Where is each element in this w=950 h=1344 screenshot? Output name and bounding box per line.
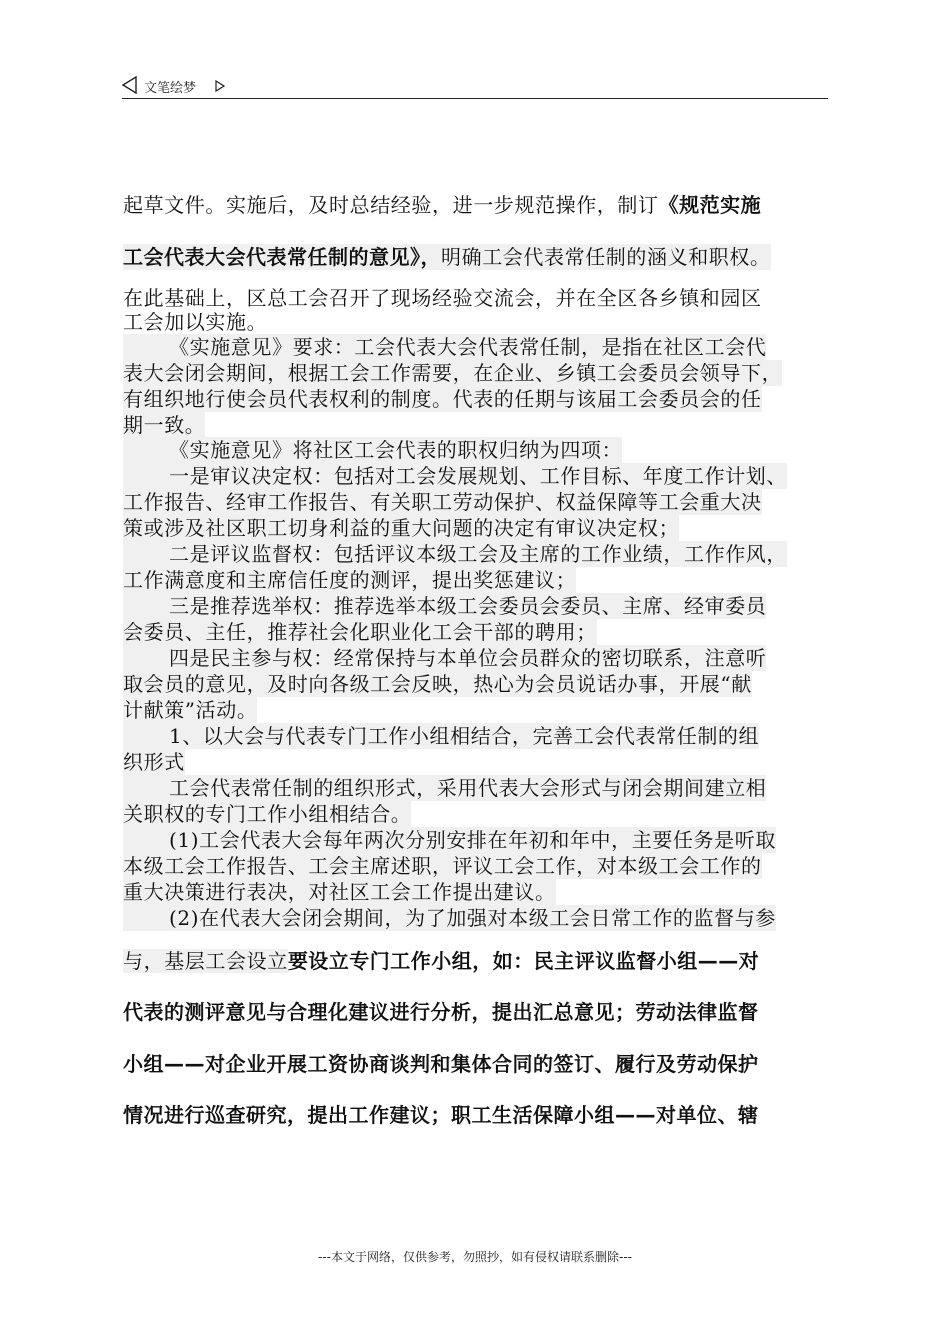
triangle-left-icon bbox=[122, 76, 138, 98]
text-line: 策或涉及社区职工切身利益的重大问题的决定有审议决定权； bbox=[123, 516, 680, 540]
text-line: 在此基础上，区总工会召开了现场经验交流会，并在全区各乡镇和园区 bbox=[123, 286, 762, 310]
text-span: 与，基层工会设立 bbox=[123, 949, 288, 973]
triangle-right-icon bbox=[215, 77, 225, 96]
text-line: 重大决策进行表决，对社区工会工作提出建议。 bbox=[123, 880, 556, 904]
text-line: 《实施意见》要求：工会代表大会代表常任制，是指在社区工会代 bbox=[123, 334, 766, 360]
text-line: 会委员、主任，推荐社会化职业化工会干部的聘用； bbox=[123, 620, 597, 644]
text-line: 情况进行巡查研究，提出工作建议；职工生活保障小组——对单位、辖 bbox=[123, 1103, 759, 1127]
header-brand: 文笔绘梦 bbox=[144, 81, 197, 96]
text-line: 工会加以实施。 bbox=[123, 310, 268, 334]
text-span: 起草文件。实施后，及时总结经验，进一步规范操作，制订 bbox=[123, 193, 659, 217]
text-line bbox=[123, 948, 759, 974]
text-line: 一是审议决定权：包括对工会发展规划、工作目标、年度工作计划、 bbox=[123, 463, 787, 489]
text-line bbox=[123, 192, 761, 218]
text-line: 代表的测评意见与合理化建议进行分析，提出汇总意见；劳动法律监督 bbox=[123, 1000, 759, 1024]
text-line: 工作报告、经审工作报告、有关职工劳动保护、权益保障等工会重大决 bbox=[123, 490, 762, 514]
text-line: 《实施意见》将社区工会代表的职权归纳为四项： bbox=[123, 437, 622, 463]
page-header bbox=[122, 74, 828, 99]
text-line: 三是推荐选举权：推荐选举本级工会委员会委员、主席、经审委员 bbox=[123, 593, 766, 619]
bold-text-span: 《规范实施 bbox=[658, 193, 762, 217]
text-line: 织形式 bbox=[123, 750, 185, 774]
text-line: 二是评议监督权：包括评议本级工会及主席的工作业绩，工作作风， bbox=[123, 541, 787, 567]
bold-text-span: 要设立专门工作小组，如：民主评议监督小组——对 bbox=[287, 949, 760, 973]
text-line: 工会代表常任制的组织形式，采用代表大会形式与闭会期间建立相 bbox=[123, 775, 766, 801]
text-line: 小组——对企业开展工资协商谈判和集体合同的签订、履行及劳动保护 bbox=[123, 1052, 759, 1076]
page-footer: ---本文于网络，仅供参考，勿照抄，如有侵权请联系删除--- bbox=[318, 1250, 632, 1264]
text-line: 有组织地行使会员代表权利的制度。代表的任期与该届工会委员会的任 bbox=[123, 387, 762, 411]
text-line: (2)在代表大会闭会期间，为了加强对本级工会日常工作的监督与参 bbox=[123, 905, 776, 931]
text-line: 期一致。 bbox=[123, 413, 206, 437]
text-line: 关职权的专门工作小组相结合。 bbox=[123, 802, 412, 826]
text-line bbox=[123, 244, 771, 270]
text-line: 1、以大会与代表专门工作小组相结合，完善工会代表常任制的组 bbox=[123, 723, 759, 749]
bold-text-span: 工会代表大会代表常任制的意见》， bbox=[123, 245, 441, 269]
text-line: 工作满意度和主席信任度的测评，提出奖惩建议； bbox=[123, 568, 577, 592]
text-line: 本级工会工作报告、工会主席述职，评议工会工作，对本级工会工作的 bbox=[123, 854, 762, 878]
text-line: 表大会闭会期间，根据工会工作需要，在企业、乡镇工会委员会领导下， bbox=[123, 361, 783, 385]
text-line: 取会员的意见，及时向各级工会反映，热心为会员说话办事，开展“献 bbox=[123, 672, 752, 696]
text-line: 计献策”活动。 bbox=[123, 698, 258, 722]
text-line: (1)工会代表大会每年两次分别安排在年初和年中，主要任务是听取 bbox=[123, 827, 776, 853]
text-line: 四是民主参与权：经常保持与本单位会员群众的密切联系，注意听 bbox=[123, 645, 766, 671]
text-span: 明确工会代表常任制的涵义和职权。 bbox=[441, 245, 771, 269]
